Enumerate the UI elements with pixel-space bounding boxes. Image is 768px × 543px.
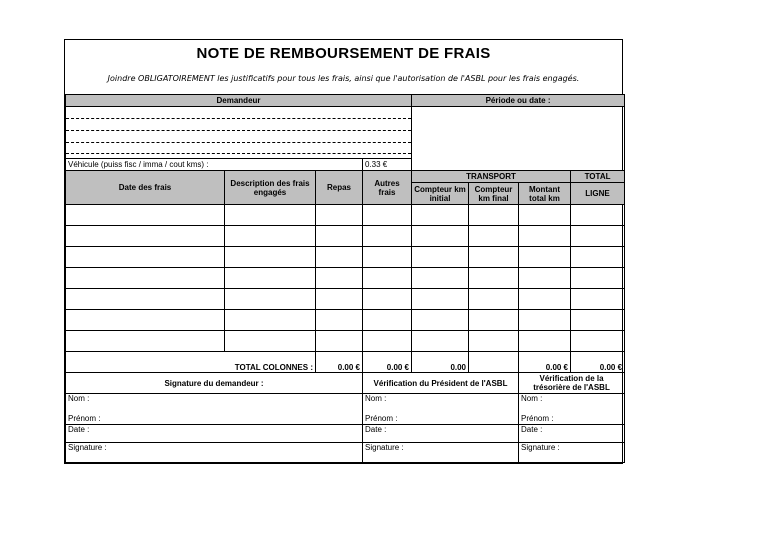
col-transport: TRANSPORT xyxy=(412,171,571,183)
signature-demandeur-title: Signature du demandeur : xyxy=(66,373,363,394)
tresoriere-signature[interactable]: Signature : xyxy=(519,443,625,463)
totals-label: TOTAL COLONNES : xyxy=(225,352,316,373)
total-repas: 0.00 € xyxy=(316,352,363,373)
total-montant: 0.00 € xyxy=(519,352,571,373)
periode-header: Période ou date : xyxy=(412,95,625,107)
president-nom-label: Nom : xyxy=(365,394,387,403)
demandeur-signature[interactable]: Signature : xyxy=(66,443,363,463)
col-montant: Montant total km xyxy=(519,183,571,205)
president-signature[interactable]: Signature : xyxy=(363,443,519,463)
col-ligne: LIGNE xyxy=(571,183,625,205)
col-compteur-final: Compteur km final xyxy=(469,183,519,205)
table-row[interactable] xyxy=(66,226,625,247)
table-row[interactable] xyxy=(66,289,625,310)
demandeur-nom-prenom[interactable] xyxy=(66,394,363,425)
tresoriere-nom-prenom[interactable] xyxy=(519,394,625,425)
table-row[interactable] xyxy=(66,268,625,289)
table-row[interactable] xyxy=(66,205,625,226)
table-row[interactable] xyxy=(66,247,625,268)
total-autres: 0.00 € xyxy=(363,352,412,373)
col-repas: Repas xyxy=(316,171,363,205)
vehicle-rate: 0.33 € xyxy=(363,159,412,171)
form-table xyxy=(65,94,625,463)
form-instructions: Joindre OBLIGATOIREMENT les justificatifs pour tous les frais, ainsi que l'autorisation de l'ASBL pour les frais engagés. xyxy=(107,74,580,83)
tresoriere-prenom-label: Prénom : xyxy=(521,414,554,423)
form-title: NOTE DE REMBOURSEMENT DE FRAIS xyxy=(196,45,491,62)
col-compteur-initial: Compteur km initial xyxy=(412,183,469,205)
total-ligne: 0.00 € xyxy=(571,352,625,373)
col-description: Description des frais engagés xyxy=(225,171,316,205)
col-total: TOTAL xyxy=(571,171,625,183)
president-date[interactable]: Date : xyxy=(363,425,519,443)
president-nom-prenom[interactable] xyxy=(363,394,519,425)
demandeur-date[interactable]: Date : xyxy=(66,425,363,443)
president-prenom-label: Prénom : xyxy=(365,414,398,423)
demandeur-header: Demandeur xyxy=(66,95,412,107)
table-row[interactable] xyxy=(66,310,625,331)
signature-tresoriere-title: Vérification de la trésorière de l'ASBL xyxy=(519,373,625,394)
col-autres: Autres frais xyxy=(363,171,412,205)
vehicle-label: Véhicule (puiss fisc / imma / cout kms) : xyxy=(66,159,363,171)
demandeur-nom-label: Nom : xyxy=(68,394,90,403)
demandeur-prenom-label: Prénom : xyxy=(68,414,101,423)
table-row[interactable] xyxy=(66,331,625,352)
signature-president-title: Vérification du Président de l'ASBL xyxy=(363,373,519,394)
tresoriere-nom-label: Nom : xyxy=(521,394,543,403)
expense-form xyxy=(64,39,623,464)
col-date: Date des frais xyxy=(66,171,225,205)
tresoriere-date[interactable]: Date : xyxy=(519,425,625,443)
total-km-initial: 0.00 xyxy=(412,352,469,373)
demandeur-field[interactable] xyxy=(66,107,412,159)
periode-field[interactable] xyxy=(412,107,625,171)
